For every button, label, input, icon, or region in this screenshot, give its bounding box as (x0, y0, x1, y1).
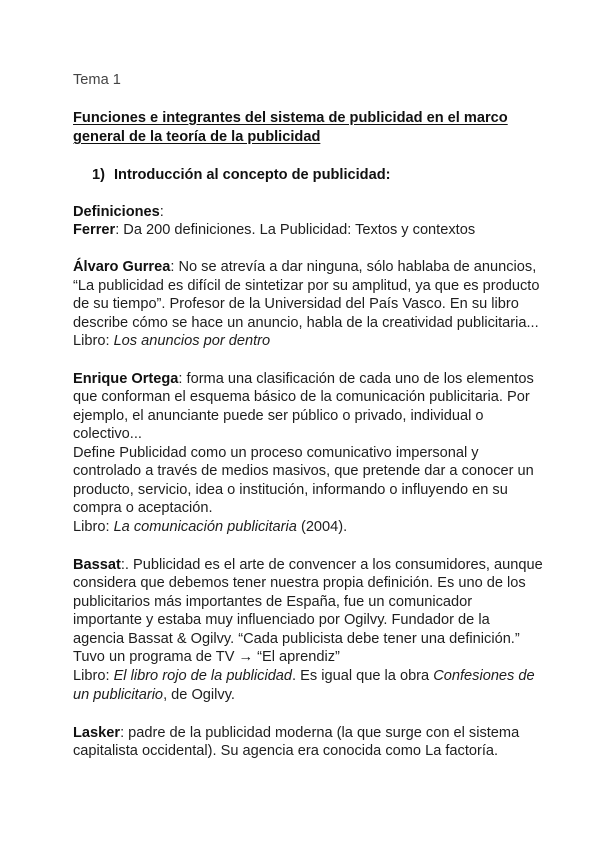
lasker-entry-line-1 (73, 724, 519, 742)
bassat-entry-line-5: agencia Bassat & Ogilvy. “Cada publicista debe tener una definición.” (73, 631, 520, 647)
definiciones-label: Definiciones (73, 204, 160, 220)
ortega-entry-line-8: compra o aceptación. (73, 500, 213, 516)
bassat-entry-line-3: publicitarios más importantes de España, fue un comunicador (73, 594, 473, 610)
ortega-entry-line-3: ejemplo, el anunciante puede ser público o privado, individual o (73, 408, 484, 424)
ortega-libro (73, 518, 347, 536)
alvaro-entry-line-2: “La publicidad es difícil de sintetizar por su amplitud, ya que es producto (73, 278, 540, 294)
book-title-2-part-2: un publicitario (73, 687, 164, 703)
bassat-libro-line-1 (73, 667, 535, 685)
section-number: 1) (92, 167, 105, 183)
libro-suffix: (2004). (296, 519, 348, 535)
ortega-entry-line-1 (73, 370, 534, 388)
entry-text: : padre de la publicidad moderna (la que surge con el sistema (120, 725, 520, 741)
entry-text: : Da 200 definiciones. La Publicidad: Textos y contextos (115, 222, 476, 238)
ferrer-entry (73, 221, 475, 239)
author-name: Ferrer (73, 222, 116, 238)
author-name: Enrique Ortega (73, 371, 179, 387)
bassat-libro-line-2 (73, 686, 235, 704)
entry-text: :. Publicidad es el arte de convencer a los consumidores, aunque (120, 557, 543, 573)
bassat-entry-line-6: Tuvo un programa de TV → “El aprendiz” (73, 649, 340, 665)
alvaro-libro (73, 332, 270, 350)
entry-text: : forma una clasificación de cada uno de los elementos (178, 371, 534, 387)
document-title-line-1: Funciones e integrantes del sistema de publicidad en el marco (73, 110, 508, 126)
libro-prefix: Libro: (73, 333, 114, 349)
ortega-entry-line-5: Define Publicidad como un proceso comunicativo impersonal y (73, 445, 479, 461)
bassat-entry-line-4: importante y estaba muy influenciado por Ogilvy. Fundador de la (73, 612, 490, 628)
ortega-entry-line-2: que conforman el esquema básico de la comunicación publicitaria. Por (73, 389, 530, 405)
libro-suffix: , de Ogilvy. (163, 687, 235, 703)
section-heading: Introducción al concepto de publicidad: (114, 167, 391, 183)
ortega-entry-line-6: controlado a través de medios masivos, que pretende dar a conocer un (73, 463, 534, 479)
tema-label: Tema 1 (73, 72, 121, 88)
author-name: Lasker (73, 725, 121, 741)
book-title: La comunicación publicitaria (113, 519, 297, 535)
definiciones-colon: : (159, 204, 164, 220)
lasker-entry-line-2: capitalista occidental). Su agencia era conocida como La factoría. (73, 743, 499, 759)
ortega-entry-line-7: producto, servicio, idea o institución, informando o influyendo en su (73, 482, 508, 498)
bassat-entry-line-1 (73, 556, 543, 574)
document-title-line-2: general de la teoría de la publicidad (73, 129, 321, 145)
book-title-2-part-1: Confesiones de (433, 668, 535, 684)
alvaro-entry-line-3: de su tiempo”. Profesor de la Universidad del País Vasco. En su libro (73, 296, 519, 312)
book-title: Los anuncios por dentro (113, 333, 271, 349)
alvaro-entry-line-4: describe cómo se hace un anuncio, habla de la creatividad publicitaria... (73, 315, 539, 331)
ortega-entry-line-4: colectivo... (73, 426, 142, 442)
definiciones-heading (73, 203, 164, 221)
book-title: El libro rojo de la publicidad (113, 668, 293, 684)
author-name: Álvaro Gurrea (73, 259, 171, 275)
entry-text: : No se atrevía a dar ninguna, sólo hablaba de anuncios, (170, 259, 537, 275)
libro-prefix: Libro: (73, 668, 114, 684)
libro-mid: . Es igual que la obra (292, 668, 434, 684)
alvaro-entry-line-1 (73, 258, 536, 276)
author-name: Bassat (73, 557, 121, 573)
bassat-entry-line-2: considera que debemos tener nuestra propia definición. Es uno de los (73, 575, 526, 591)
libro-prefix: Libro: (73, 519, 114, 535)
